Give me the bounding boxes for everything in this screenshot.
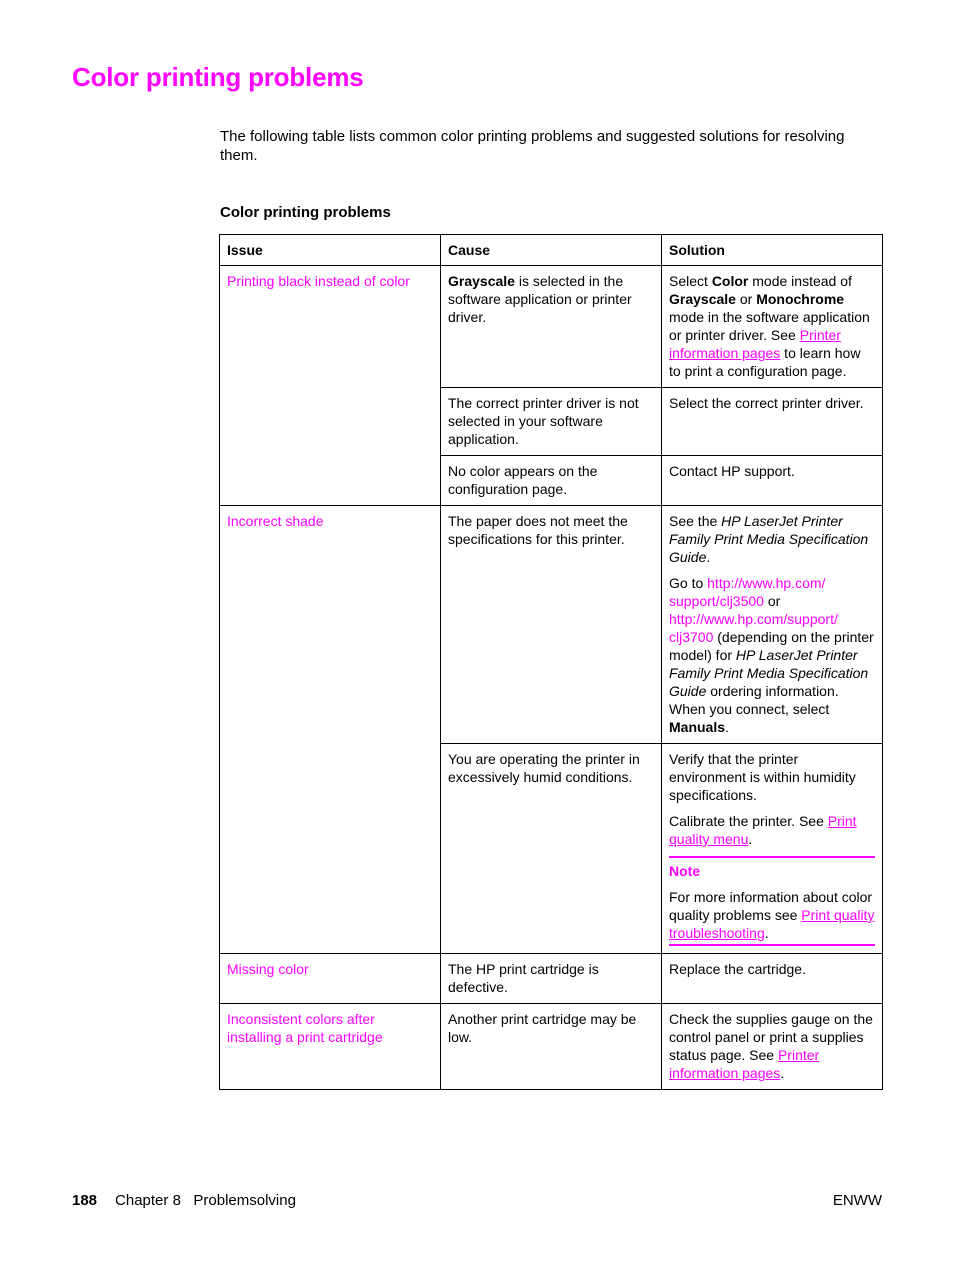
link-clj3700[interactable]: http://www.hp.com/support/ clj3700 <box>669 611 838 645</box>
issue-cell <box>220 506 441 954</box>
solution-text: For more information about color quality problems see <box>669 889 873 923</box>
page-footer <box>72 1192 882 1209</box>
chapter-label: Chapter 8 Problemsolving <box>115 1192 296 1209</box>
header-cause: Cause <box>441 235 662 266</box>
note-label: Note <box>669 863 701 879</box>
solution-paragraph: Verify that the printer environment is within humidity specifications. <box>669 751 856 803</box>
cause-cell: The paper does not meet the specifications for this printer. <box>441 506 662 744</box>
issue-link-inconsistent[interactable]: Inconsistent colors after installing a print cartridge <box>227 1011 383 1045</box>
solution-text: Go to <box>669 575 708 591</box>
solution-text: or <box>735 291 757 307</box>
issue-link-shade[interactable]: Incorrect shade <box>227 513 324 529</box>
footer-right-label: ENWW <box>832 1192 882 1209</box>
cause-text: is selected in the software application or printer driver. <box>448 273 632 325</box>
solution-text: to learn how to print a configuration page. <box>669 345 861 379</box>
table-row <box>220 506 883 744</box>
solution-text: Select <box>669 273 712 289</box>
link-print-quality-troubleshooting[interactable]: Print quality troubleshooting <box>669 907 875 941</box>
page-title: Color printing problems <box>72 62 364 92</box>
solution-paragraph <box>669 574 875 736</box>
solution-text: . <box>764 925 769 941</box>
solution-paragraph <box>669 512 875 566</box>
solution-cell: Replace the cartridge. <box>662 954 883 1004</box>
table-row <box>220 266 883 388</box>
solution-text: mode in the software application or printer driver. See <box>669 309 870 343</box>
solution-text: mode instead of <box>748 273 852 289</box>
solution-cell: Select the correct printer driver. <box>662 388 883 456</box>
link-print-quality-menu[interactable]: Print quality menu <box>669 813 857 847</box>
solution-text: or <box>763 593 781 609</box>
link-printer-info-pages-2[interactable]: Printer information pages <box>669 1047 820 1081</box>
solution-text: (depending on the printer model) for <box>669 629 874 663</box>
page-number: 188 <box>72 1192 98 1209</box>
note-text <box>669 888 875 942</box>
issue-cell <box>220 1004 441 1090</box>
solution-text: . <box>725 719 729 735</box>
solution-cell <box>662 266 883 388</box>
cause-cell: No color appears on the configuration page. <box>441 456 662 506</box>
solution-cell <box>662 506 883 744</box>
cause-cell: The HP print cartridge is defective. <box>441 954 662 1004</box>
problems-table <box>219 234 883 1090</box>
solution-text: . <box>748 831 753 847</box>
link-clj3500[interactable]: http://www.hp.com/ support/clj3500 <box>669 575 826 609</box>
link-printer-info-pages[interactable]: Printer information pages <box>669 327 841 361</box>
bold-term: Manuals <box>669 719 726 735</box>
cause-cell: You are operating the printer in excessively humid conditions. <box>441 744 662 954</box>
solution-text: . <box>706 549 711 565</box>
bold-term: Grayscale <box>448 273 515 289</box>
table-row <box>220 1004 883 1090</box>
issue-cell <box>220 266 441 506</box>
solution-text: . <box>780 1065 785 1081</box>
solution-text: Check the supplies gauge on the control panel or print a supplies status page. See <box>669 1011 873 1063</box>
table-caption: Color printing problems <box>220 204 391 221</box>
header-issue: Issue <box>220 235 441 266</box>
note-box <box>669 856 875 946</box>
bold-term: Color <box>711 273 749 289</box>
table-header-row <box>220 235 883 266</box>
italic-title: HP LaserJet Printer Family Print Media Specification Guide <box>669 647 869 699</box>
bold-term: Grayscale <box>669 291 736 307</box>
solution-cell: Contact HP support. <box>662 456 883 506</box>
bold-term: Monochrome <box>756 291 845 307</box>
solution-text: See the <box>669 513 722 529</box>
cause-cell <box>441 266 662 388</box>
solution-text: ordering information. When you connect, select <box>669 683 839 717</box>
issue-link-missing[interactable]: Missing color <box>227 961 309 977</box>
cause-cell: The correct printer driver is not selected in your software application. <box>441 388 662 456</box>
italic-title: HP LaserJet Printer Family Print Media Specification Guide <box>669 513 869 565</box>
table-row <box>220 954 883 1004</box>
solution-text: Calibrate the printer. See <box>669 813 828 829</box>
cause-cell: Another print cartridge may be low. <box>441 1004 662 1090</box>
intro-paragraph: The following table lists common color printing problems and suggested solutions for resolving them. <box>220 128 845 164</box>
issue-cell <box>220 954 441 1004</box>
solution-paragraph <box>669 812 875 848</box>
header-solution: Solution <box>662 235 883 266</box>
solution-cell <box>662 1004 883 1090</box>
issue-link-black[interactable]: Printing black instead of color <box>227 273 410 289</box>
solution-cell <box>662 744 883 954</box>
